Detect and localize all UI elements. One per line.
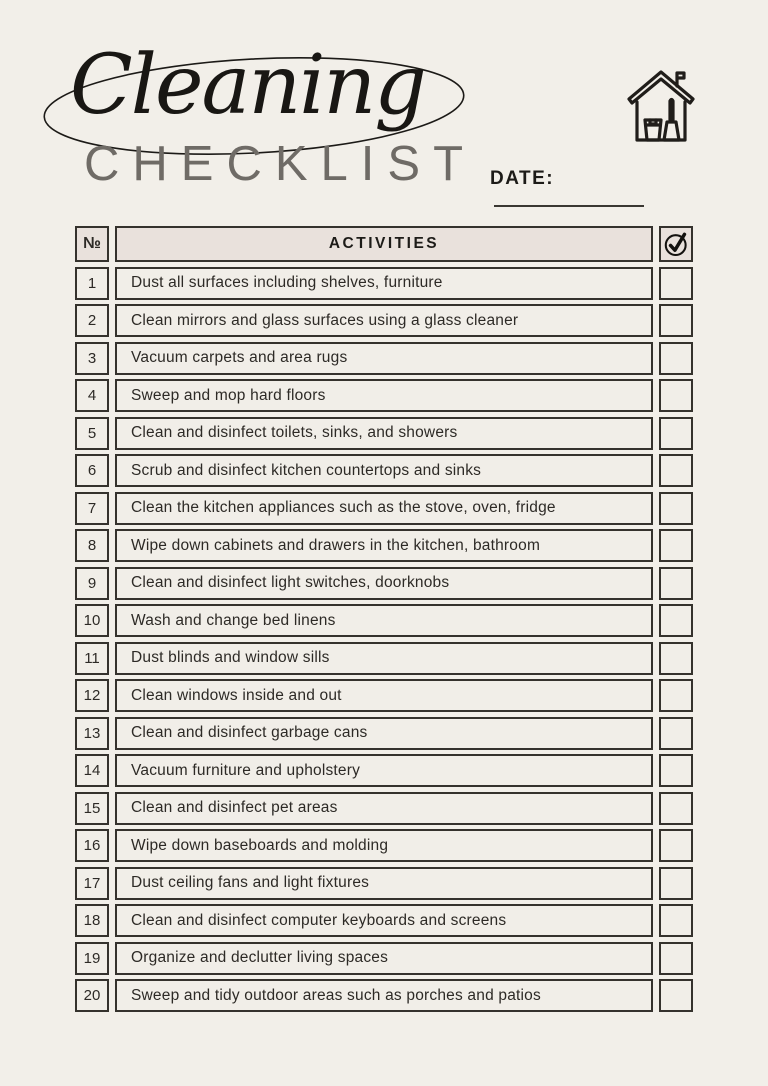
row-activity: Vacuum carpets and area rugs (115, 342, 653, 375)
checklist-table (75, 226, 693, 1017)
row-number: 11 (75, 642, 109, 675)
table-row (75, 417, 693, 450)
table-row (75, 979, 693, 1012)
date-row (490, 168, 705, 194)
header-number-cell: № (75, 226, 109, 262)
row-checkbox[interactable] (659, 267, 693, 300)
row-number: 18 (75, 904, 109, 937)
row-checkbox[interactable] (659, 304, 693, 337)
row-activity: Clean and disinfect pet areas (115, 792, 653, 825)
row-checkbox[interactable] (659, 679, 693, 712)
row-activity: Sweep and mop hard floors (115, 379, 653, 412)
row-number: 12 (75, 679, 109, 712)
table-body (75, 267, 693, 1013)
row-activity: Dust blinds and window sills (115, 642, 653, 675)
row-activity: Clean and disinfect computer keyboards and screens (115, 904, 653, 937)
row-number: 4 (75, 379, 109, 412)
table-row (75, 829, 693, 862)
row-checkbox[interactable] (659, 492, 693, 525)
header-check-cell (659, 226, 693, 262)
row-activity: Clean and disinfect garbage cans (115, 717, 653, 750)
row-number: 6 (75, 454, 109, 487)
table-row (75, 679, 693, 712)
row-checkbox[interactable] (659, 454, 693, 487)
table-row (75, 529, 693, 562)
page-title-caps: CHECKLIST (84, 137, 477, 191)
row-activity: Clean and disinfect toilets, sinks, and showers (115, 417, 653, 450)
header (0, 0, 520, 210)
table-row (75, 754, 693, 787)
row-number: 19 (75, 942, 109, 975)
row-activity: Scrub and disinfect kitchen countertops and sinks (115, 454, 653, 487)
row-activity: Clean and disinfect light switches, doorknobs (115, 567, 653, 600)
table-row (75, 904, 693, 937)
table-row (75, 267, 693, 300)
row-activity: Organize and declutter living spaces (115, 942, 653, 975)
row-number: 15 (75, 792, 109, 825)
table-row (75, 604, 693, 637)
row-number: 20 (75, 979, 109, 1012)
row-checkbox[interactable] (659, 792, 693, 825)
row-number: 8 (75, 529, 109, 562)
row-number: 14 (75, 754, 109, 787)
row-number: 9 (75, 567, 109, 600)
date-label: DATE: (490, 168, 555, 189)
table-row (75, 342, 693, 375)
check-circle-icon (663, 230, 690, 257)
row-checkbox[interactable] (659, 379, 693, 412)
row-activity: Clean the kitchen appliances such as the stove, oven, fridge (115, 492, 653, 525)
table-row (75, 717, 693, 750)
row-checkbox[interactable] (659, 642, 693, 675)
row-activity: Vacuum furniture and upholstery (115, 754, 653, 787)
table-row (75, 304, 693, 337)
row-activity: Wipe down cabinets and drawers in the kitchen, bathroom (115, 529, 653, 562)
row-number: 10 (75, 604, 109, 637)
table-row (75, 567, 693, 600)
row-checkbox[interactable] (659, 567, 693, 600)
row-checkbox[interactable] (659, 529, 693, 562)
row-activity: Clean windows inside and out (115, 679, 653, 712)
table-row (75, 792, 693, 825)
row-checkbox[interactable] (659, 904, 693, 937)
row-activity: Clean mirrors and glass surfaces using a glass cleaner (115, 304, 653, 337)
table-row (75, 454, 693, 487)
row-checkbox[interactable] (659, 829, 693, 862)
row-activity: Wash and change bed linens (115, 604, 653, 637)
row-number: 1 (75, 267, 109, 300)
page-title-script: Cleaning (70, 38, 425, 133)
row-activity: Dust all surfaces including shelves, furniture (115, 267, 653, 300)
row-number: 7 (75, 492, 109, 525)
row-checkbox[interactable] (659, 417, 693, 450)
row-number: 2 (75, 304, 109, 337)
row-checkbox[interactable] (659, 867, 693, 900)
row-activity: Wipe down baseboards and molding (115, 829, 653, 862)
row-checkbox[interactable] (659, 717, 693, 750)
row-number: 17 (75, 867, 109, 900)
table-row (75, 379, 693, 412)
row-activity: Dust ceiling fans and light fixtures (115, 867, 653, 900)
row-number: 16 (75, 829, 109, 862)
row-number: 5 (75, 417, 109, 450)
table-row (75, 942, 693, 975)
header-activities-cell: ACTIVITIES (115, 226, 653, 262)
house-cleaning-icon (626, 66, 696, 146)
date-input-line[interactable] (494, 190, 644, 207)
row-checkbox[interactable] (659, 342, 693, 375)
table-row (75, 492, 693, 525)
row-checkbox[interactable] (659, 942, 693, 975)
row-checkbox[interactable] (659, 754, 693, 787)
table-row (75, 867, 693, 900)
row-number: 13 (75, 717, 109, 750)
table-row (75, 642, 693, 675)
row-number: 3 (75, 342, 109, 375)
row-activity: Sweep and tidy outdoor areas such as porches and patios (115, 979, 653, 1012)
row-checkbox[interactable] (659, 979, 693, 1012)
row-checkbox[interactable] (659, 604, 693, 637)
table-header-row (75, 226, 693, 262)
